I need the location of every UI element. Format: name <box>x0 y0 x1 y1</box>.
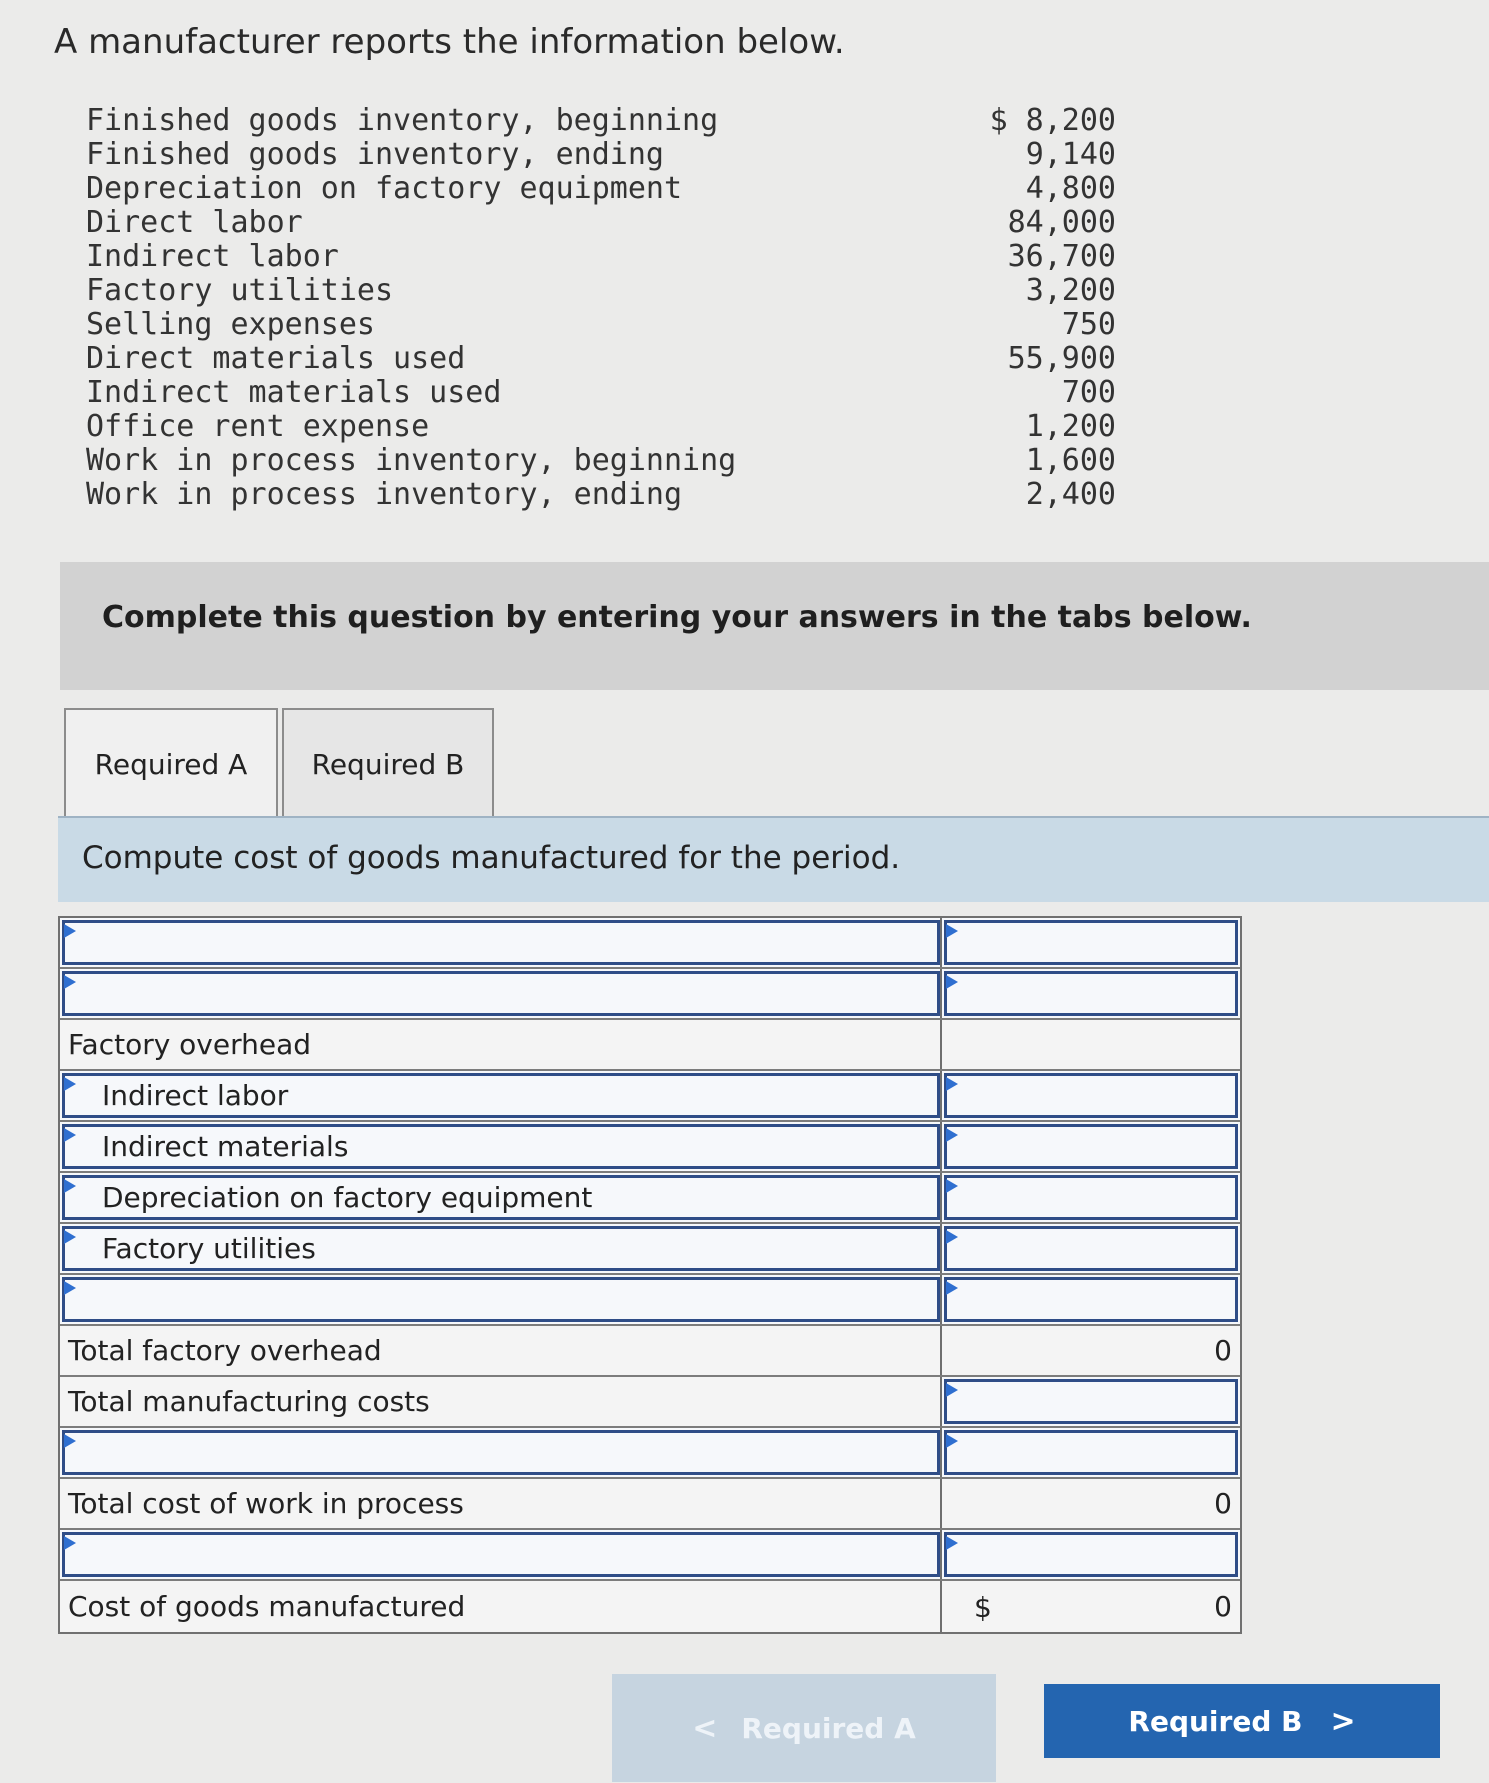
given-value: 55,900 <box>1007 341 1116 376</box>
given-label: Selling expenses <box>86 307 375 342</box>
schedule-row <box>60 1020 1240 1071</box>
amount-input[interactable] <box>942 1428 1240 1477</box>
depreciation-input[interactable] <box>942 1173 1240 1222</box>
amount-input[interactable] <box>942 1275 1240 1324</box>
factory-utilities-label[interactable]: Factory utilities <box>60 1224 942 1273</box>
schedule-row <box>60 1071 1240 1122</box>
given-value: 9,140 <box>1025 137 1116 172</box>
schedule-row <box>60 1224 1240 1275</box>
label-input[interactable] <box>60 918 942 967</box>
next-required-b-button[interactable] <box>1044 1684 1440 1758</box>
given-value: 700 <box>1061 375 1116 410</box>
tab-required-a[interactable]: Required A <box>64 708 278 818</box>
tab-instruction-bar <box>58 816 1489 902</box>
indirect-materials-input[interactable] <box>942 1122 1240 1171</box>
label-input[interactable] <box>60 1530 942 1579</box>
schedule-row <box>60 1275 1240 1326</box>
cogm-value: 0 <box>1214 1590 1232 1623</box>
tab-instruction: Compute cost of goods manufactured for the period. <box>82 840 901 876</box>
given-label: Finished goods inventory, beginning <box>86 103 719 138</box>
currency-symbol: $ <box>974 1591 992 1624</box>
given-label: Indirect labor <box>86 239 339 274</box>
given-value: 1,200 <box>1025 409 1116 444</box>
given-row <box>86 274 1116 308</box>
given-row <box>86 376 1116 410</box>
schedule-row <box>60 1530 1240 1581</box>
given-row <box>86 478 1116 512</box>
factory-utilities-input[interactable] <box>942 1224 1240 1273</box>
tab-required-b[interactable]: Required B <box>282 708 494 818</box>
amount-input[interactable] <box>942 918 1240 967</box>
indirect-labor-label[interactable]: Indirect labor <box>60 1071 942 1120</box>
next-button-label: Required B <box>1128 1704 1303 1738</box>
schedule-row <box>60 918 1240 969</box>
given-row <box>86 410 1116 444</box>
given-row <box>86 240 1116 274</box>
schedule-row <box>60 969 1240 1020</box>
schedule-row <box>60 1428 1240 1479</box>
given-label: Direct labor <box>86 205 303 240</box>
indirect-materials-label[interactable]: Indirect materials <box>60 1122 942 1171</box>
given-label: Factory utilities <box>86 273 394 308</box>
cogm-label: Cost of goods manufactured <box>60 1581 942 1632</box>
total-overhead-label: Total factory overhead <box>60 1326 942 1375</box>
given-value: 4,800 <box>1025 171 1116 206</box>
given-label: Direct materials used <box>86 341 466 376</box>
given-row <box>86 444 1116 478</box>
cogm-cell <box>942 1581 1240 1632</box>
chevron-right-icon: > <box>1330 1703 1356 1739</box>
amount-input[interactable] <box>942 1530 1240 1579</box>
schedule-row <box>60 1479 1240 1530</box>
given-label: Office rent expense <box>86 409 430 444</box>
given-row <box>86 342 1116 376</box>
label-input[interactable] <box>60 969 942 1018</box>
label-input[interactable] <box>60 1428 942 1477</box>
given-value: $ 8,200 <box>989 103 1116 138</box>
given-value: 1,600 <box>1025 443 1116 478</box>
given-value: 3,200 <box>1025 273 1116 308</box>
given-row <box>86 104 1116 138</box>
given-row <box>86 138 1116 172</box>
given-label: Finished goods inventory, ending <box>86 137 664 172</box>
total-mfg-costs-input[interactable] <box>942 1377 1240 1426</box>
total-wip-value: 0 <box>1214 1487 1232 1520</box>
amount-input[interactable] <box>942 969 1240 1018</box>
given-value: 750 <box>1061 307 1116 342</box>
given-row <box>86 206 1116 240</box>
cogm-schedule <box>58 916 1242 1634</box>
schedule-row <box>60 1581 1240 1632</box>
schedule-row <box>60 1377 1240 1428</box>
given-label: Indirect materials used <box>86 375 502 410</box>
banner-text: Complete this question by entering your answers in the tabs below. <box>102 600 1252 635</box>
indirect-labor-input[interactable] <box>942 1071 1240 1120</box>
given-value: 84,000 <box>1007 205 1116 240</box>
given-value: 36,700 <box>1007 239 1116 274</box>
total-wip-label: Total cost of work in process <box>60 1479 942 1528</box>
chevron-left-icon: < <box>692 1710 718 1746</box>
factory-overhead-heading: Factory overhead <box>60 1020 942 1069</box>
schedule-row <box>60 1173 1240 1224</box>
total-mfg-costs-label: Total manufacturing costs <box>60 1377 942 1426</box>
schedule-row <box>60 1122 1240 1173</box>
label-input[interactable] <box>60 1275 942 1324</box>
prev-required-a-button[interactable] <box>612 1674 996 1782</box>
given-row <box>86 172 1116 206</box>
given-label: Work in process inventory, beginning <box>86 443 737 478</box>
schedule-row <box>60 1326 1240 1377</box>
total-overhead-value: 0 <box>1214 1334 1232 1367</box>
given-value: 2,400 <box>1025 477 1116 512</box>
empty-cell <box>942 1020 1240 1069</box>
prev-button-label: Required A <box>741 1711 916 1745</box>
instructions-banner <box>60 562 1489 690</box>
given-row <box>86 308 1116 342</box>
problem-intro: A manufacturer reports the information below. <box>54 22 845 62</box>
given-label: Depreciation on factory equipment <box>86 171 683 206</box>
given-label: Work in process inventory, ending <box>86 477 683 512</box>
given-data-list <box>86 104 1116 512</box>
depreciation-label[interactable]: Depreciation on factory equipment <box>60 1173 942 1222</box>
